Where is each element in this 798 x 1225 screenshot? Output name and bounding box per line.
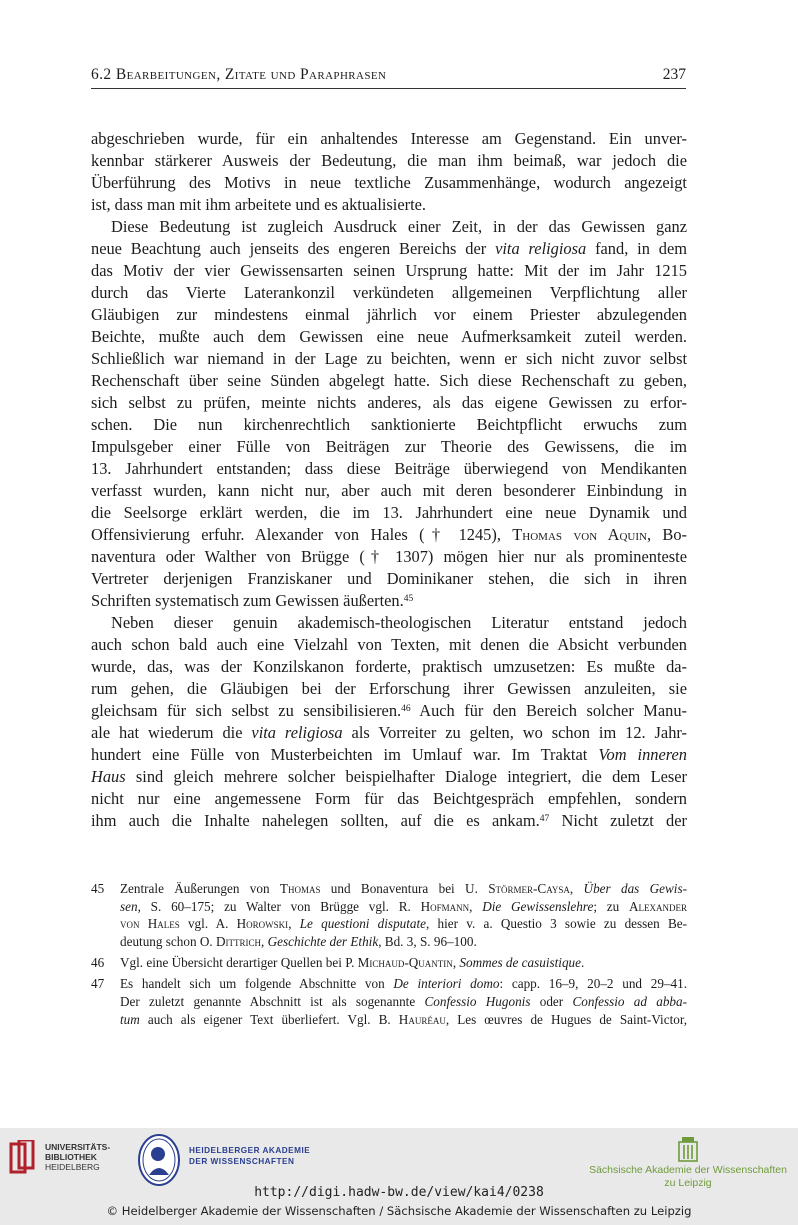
text-line: Neben dieser genuin akademisch-theologischen Literatur entstand jedoch (111, 613, 687, 632)
footnote-line: Zentrale Äußerungen von Thomas und Bonaventura bei U. Störmer-Caysa, Über das Gewis- (120, 881, 687, 896)
body-text (91, 128, 687, 832)
footnote-line: sen, S. 60–175; zu Walter von Brügge vgl. R. Hofmann, Die Gewissenslehre; zu Alexander (120, 898, 688, 914)
footnote-line: deutung schon O. Dittrich, Geschichte der Ethik, Bd. 3, S. 96–100. (120, 934, 477, 950)
text-line: Beichte, mußte auch dem Gewissen eine neue Aufmerksamkeit zuteil werden. (91, 327, 687, 346)
hadw-logo-text: HEIDELBERGER AKADEMIE DER WISSENSCHAFTEN (189, 1146, 311, 1166)
footnote-45 (91, 880, 687, 951)
text-line: abgeschrieben wurde, für ein anhaltendes Interesse am Gegenstand. Ein unver- (91, 129, 687, 148)
text-line: Offensivierung erfuhr. Alexander von Hales († 1245), Thomas von Aquin, Bo- (91, 525, 687, 544)
ub-logo-icon (8, 1140, 36, 1174)
text-line: wurde, das, was der Konzilskanon forderte, praktisch umzusetzen: Es mußte da- (91, 657, 687, 676)
text-line: Überführung des Motivs in neue textliche Zusammenhänge, wodurch angezeigt (91, 173, 687, 192)
footnote-ref-47[interactable]: 47 (539, 814, 550, 824)
footnote-line: von Hales vgl. A. Horowski, Le questioni disputate, hier v. a. Questio 3 sowie zu dessen Be- (120, 916, 687, 932)
text-line: die Seelsorge erklärt werden, die im 13. Jahrhundert eine neue Dynamik und (91, 503, 687, 522)
text-line: verfasst wurden, kann nicht nur, aber auch mit deren besonderer Einbindung in (91, 481, 687, 500)
hadw-logo[interactable] (137, 1133, 327, 1191)
running-header (91, 66, 686, 89)
saw-building-icon (678, 1136, 698, 1162)
text-line: rum gehen, die Gläubigen bei der Erforschung ihrer Gewissen anzuleiten, sie (91, 679, 687, 698)
text-line: das Motiv der vier Gewissensarten seinen Ursprung hatte: Mit der im Jahr 1215 (91, 261, 687, 280)
text-line: Vertreter derjenigen Franziskaner und Dominikaner stehen, die sich in ihren (91, 569, 687, 588)
text-line: nicht nur eine angemessene Form für das Beichtgespräch empfehlen, sondern (91, 789, 687, 808)
text-line: ist, dass man mit ihm arbeitete und es aktualisierte. (91, 195, 427, 214)
footnote-ref-46[interactable]: 46 (401, 704, 411, 714)
copyright-notice: © Heidelberger Akademie der Wissenschaften / Sächsische Akademie der Wissenschaften zu Leipzig (106, 1204, 692, 1218)
permalink-url[interactable]: http://digi.hadw-bw.de/view/kai4/0238 (254, 1185, 544, 1200)
text-line: Gläubigen zur mindestens einmal jährlich vor einem Priester abzulegenden (91, 305, 687, 324)
footnote-line: Der zuletzt genannte Abschnitt ist als sogenannte Confessio Hugonis oder Confessio ad abba- (120, 994, 688, 1010)
text-line: sich selbst zu prüfen, meinte nichts anderes, als das eigene Gewissen zu erfor- (91, 393, 687, 412)
text-line: Haus sind gleich mehrere solcher beispielhafter Dialoge integriert, die dem Leser (91, 767, 687, 786)
text-line: 13. Jahrhundert entstanden; dass diese Beiträge überwiegend von Mendikanten (91, 459, 687, 478)
text-line: kennbar stärkerer Ausweis der Bedeutung, die man ihm beimaß, war jedoch die (91, 151, 687, 170)
saw-logo-text: Sächsische Akademie der Wissenschaften zu Leipzig (589, 1164, 787, 1189)
text-line: Rechenschaft über seine Sünden abgelegt hatte. Sich diese Rechenschaft zu geben, (91, 371, 687, 390)
footnote-line: tum auch als eigener Text überliefert. Vgl. B. Hauréau, Les œuvres de Hugues de Saint-Victor, (120, 1011, 687, 1027)
text-line: naventura oder Walther von Brügge († 1307) mögen hier nur als prominenteste (91, 547, 687, 566)
footnote-number: 47 (91, 976, 105, 992)
footnotes (91, 880, 687, 1033)
text-line: Impulsgeber einer Fülle von Beiträgen zur Theorie des Gewissens, die im (91, 437, 687, 456)
academy-seal-icon (137, 1133, 181, 1187)
text-line: gleichsam für sich selbst zu sensibilisieren.$^{46}$ Auch für den Bereich solcher Manu- (91, 701, 687, 720)
footnote-number: 45 (91, 881, 105, 896)
footnote-46 (91, 954, 687, 972)
section-title: 6.2 Bearbeitungen, Zitate und Paraphrasen (91, 66, 387, 83)
text-line: Schriften systematisch zum Gewissen äußerten.$^{45}$ (91, 591, 414, 610)
footnote-ref-45[interactable]: 45 (403, 594, 414, 604)
footnote-line: Vgl. eine Übersicht derartiger Quellen bei P. Michaud-Quantin, Sommes de casuistique. (120, 954, 585, 970)
footnote-47 (91, 975, 687, 1028)
text-line: hundert eine Fülle von Musterbeichten im Umlauf war. Im Traktat Vom inneren (91, 745, 687, 764)
text-line: auch schon bald auch eine Vielzahl von Texten, mit denen die Absicht verbunden (91, 635, 687, 654)
text-line: Schließlich war niemand in der Lage zu beichten, wenn er sich nicht zuvor selbst (91, 349, 687, 368)
footnote-line: Es handelt sich um folgende Abschnitte von De interiori domo: capp. 16–9, 20–2 und 29–41. (120, 976, 687, 992)
page-number: 237 (662, 66, 686, 83)
text-line: ale hat wiederum die vita religiosa als Vorreiter zu gelten, wo schon im 12. Jahr- (91, 723, 687, 742)
ub-logo-text: UNIVERSITÄTS- BIBLIOTHEK HEIDELBERG (45, 1142, 111, 1172)
ub-heidelberg-logo[interactable] (8, 1138, 118, 1178)
text-line: ihm auch die Inhalte nahelegen sollten, auf die es ankam.$^{47}$ Nicht zuletzt der (91, 811, 687, 830)
text-line: durch das Vierte Laterankonzil verkündeten allgemeinen Verpflichtung aller (91, 283, 687, 302)
text-line: schen. Die nun kirchenrechtlich sanktionierte Beichtpflicht erwuchs zum (91, 415, 687, 434)
text-line: Diese Bedeutung ist zugleich Ausdruck einer Zeit, in der das Gewissen ganz (111, 217, 687, 236)
footnote-number: 46 (91, 954, 105, 970)
text-line: neue Beachtung auch jenseits des engeren Bereichs der vita religiosa fand, in dem (91, 239, 687, 258)
